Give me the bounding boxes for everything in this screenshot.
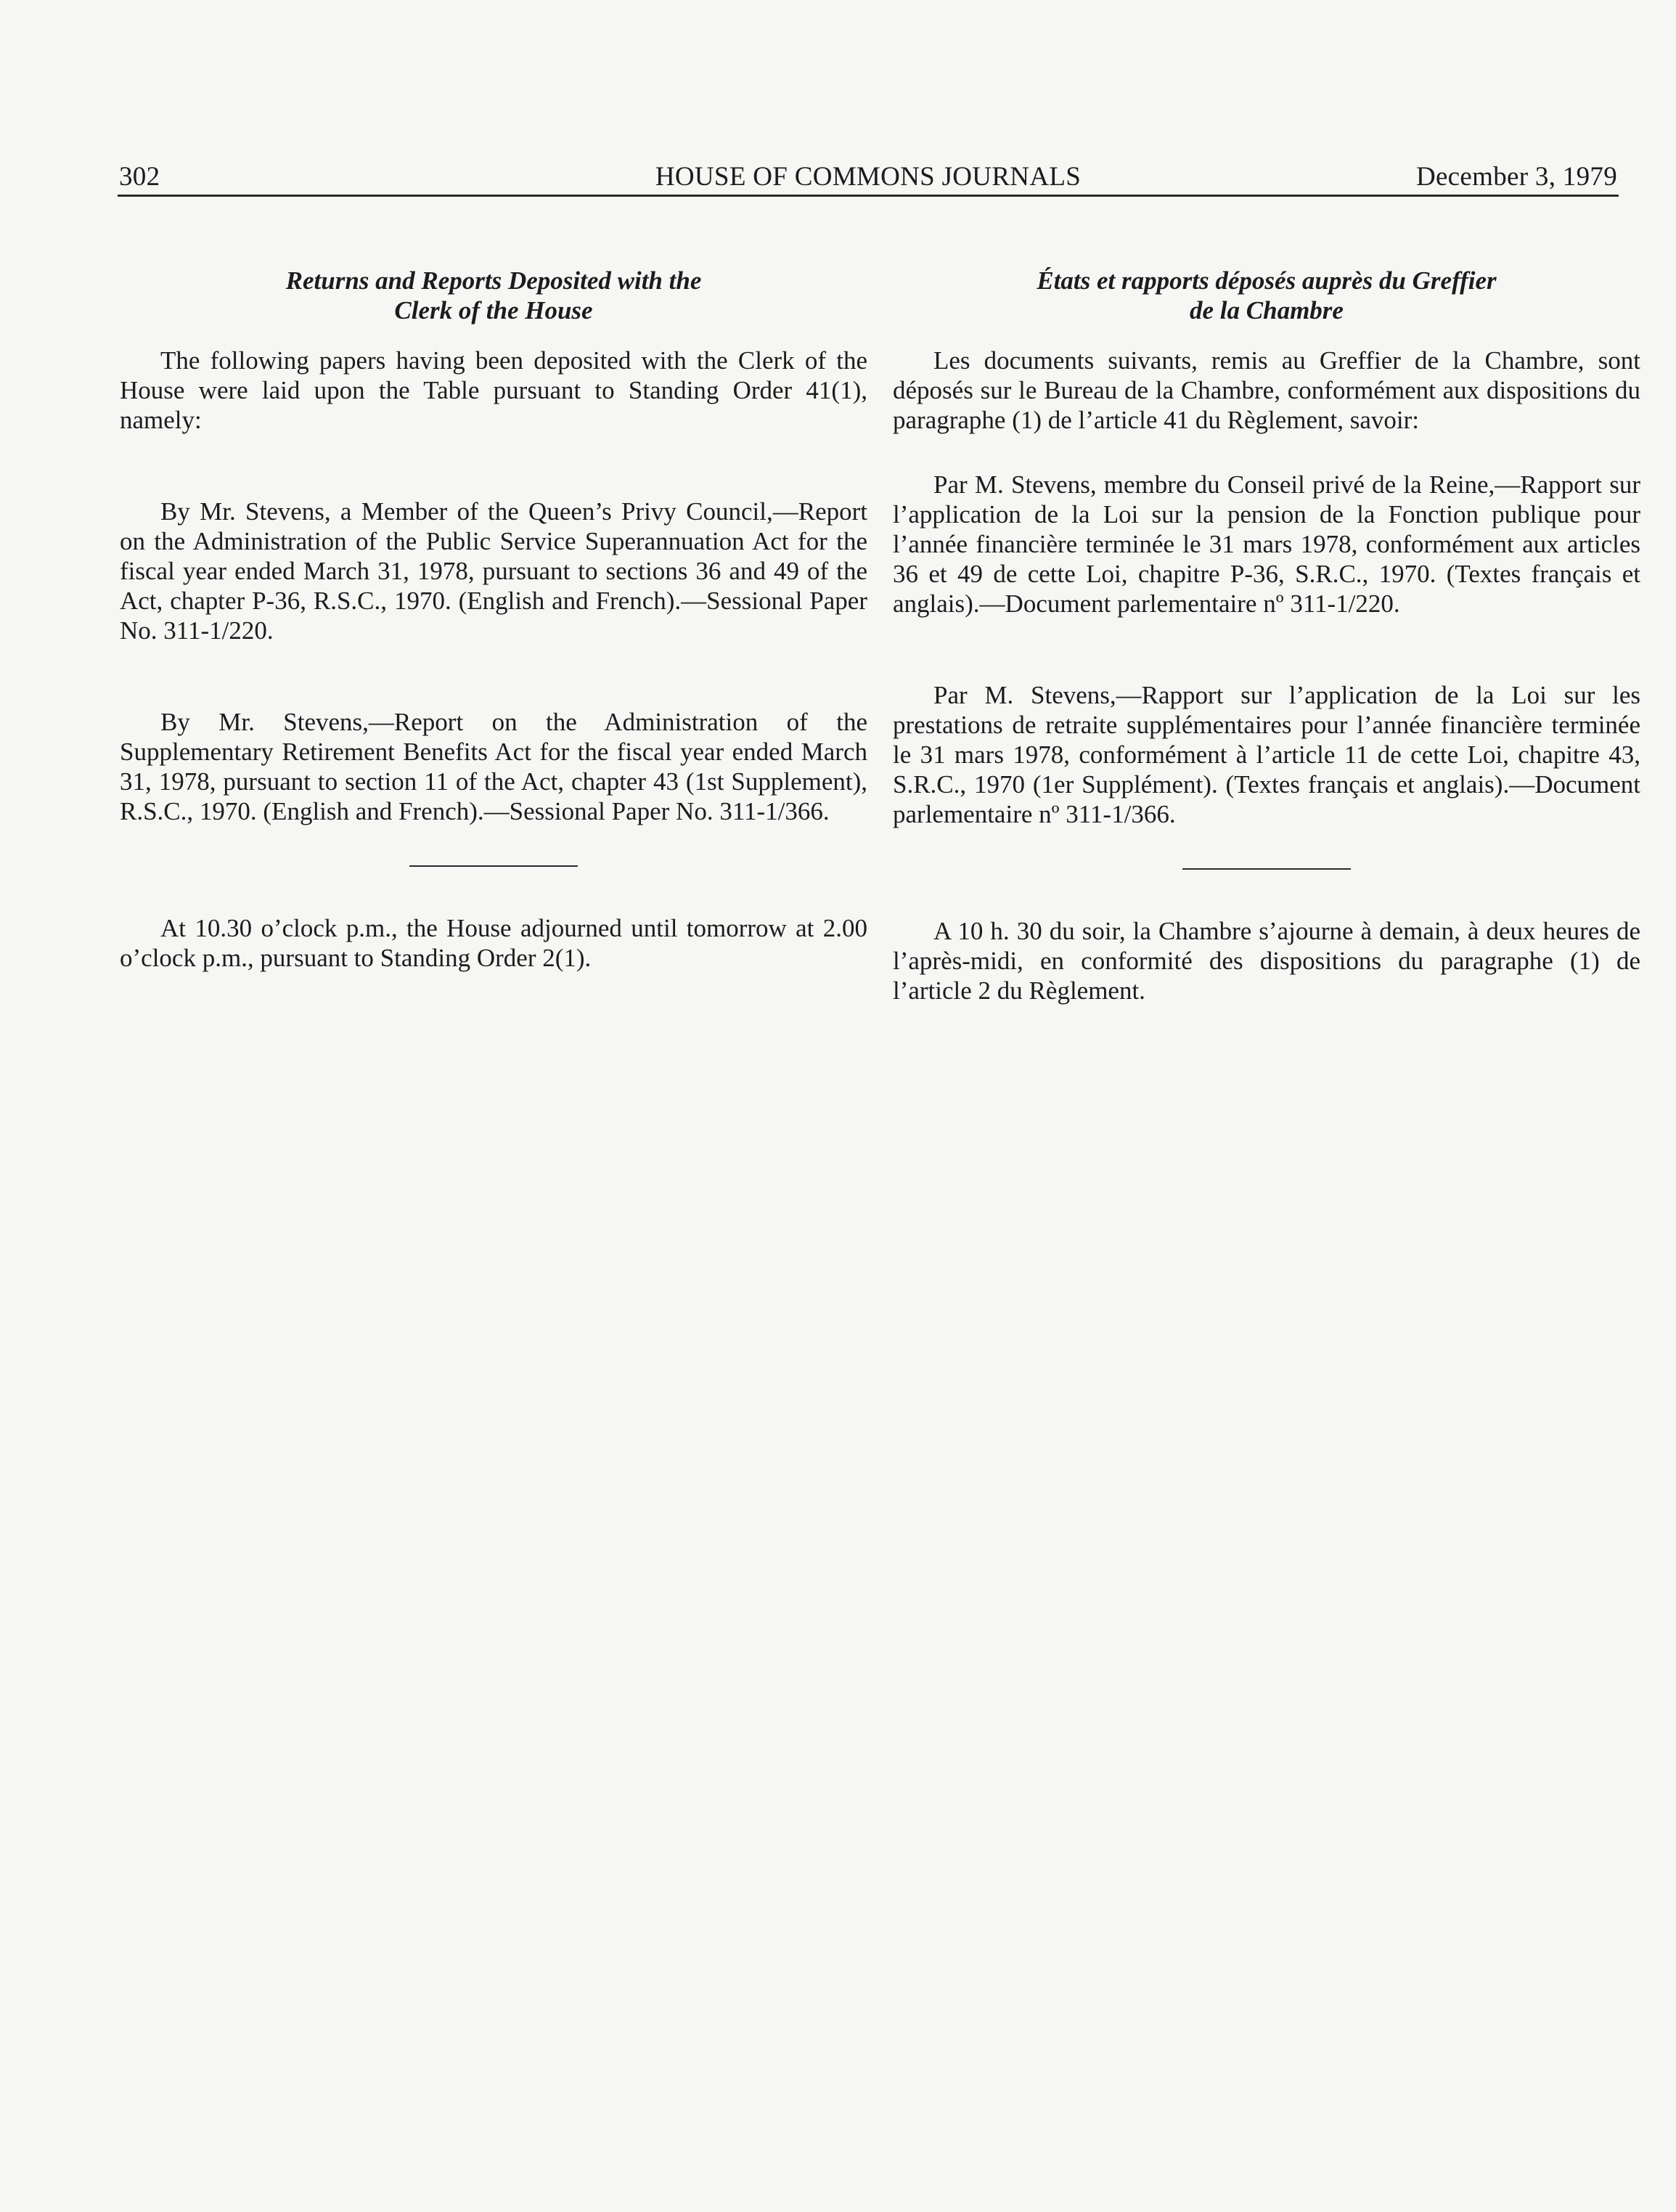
french-column: [893, 266, 1640, 1005]
french-heading-line2: de la Chambre: [1190, 296, 1344, 325]
running-title: HOUSE OF COMMONS JOURNALS: [655, 162, 1082, 192]
french-heading-line1: États et rapports déposés auprès du Greffier: [1037, 266, 1497, 295]
french-item-2: Par M. Stevens,—Rapport sur l’application de la Loi sur les prestations de retraite supplémentaires pour l’année financière terminée le 31 mars 1978, conformément à l’article 11 de cette Loi, chapitre 43, S.R.C., 1970 (1er Supplément). (Textes français et anglais).—Document parlementaire nº 311-1/366.: [893, 681, 1640, 828]
english-heading-line2: Clerk of the House: [394, 296, 593, 325]
english-heading-line1: Returns and Reports Deposited with the: [285, 266, 702, 295]
french-item-1: Par M. Stevens, membre du Conseil privé de la Reine,—Rapport sur l’application de la Loi sur la pension de la Fonction publique pour l’année financière terminée le 31 mars 1978, conformément aux articles 36 et 49 de cette Loi, chapitre P-36, S.R.C., 1970. (Textes français et anglais).—Document parlementaire nº 311-1/220.: [893, 470, 1640, 618]
english-intro-paragraph: The following papers having been deposited with the Clerk of the House were laid upon the Table pursuant to Standing Order 41(1), namely:: [120, 346, 867, 434]
english-column: [120, 266, 867, 973]
english-section-heading: [120, 266, 867, 325]
french-section-divider: [1182, 868, 1351, 870]
english-adjournment-paragraph: At 10.30 o’clock p.m., the House adjourned until tomorrow at 2.00 o’clock p.m., pursuant to Standing Order 2(1).: [120, 914, 867, 972]
page-number: 302: [119, 162, 160, 192]
english-section-divider: [409, 865, 578, 867]
header-rule: [118, 195, 1619, 197]
french-intro-paragraph: Les documents suivants, remis au Greffier de la Chambre, sont déposés sur le Bureau de la Chambre, conformément aux dispositions du paragraphe (1) de l’article 41 du Règlement, savoir:: [893, 346, 1640, 434]
french-adjournment-paragraph: A 10 h. 30 du soir, la Chambre s’ajourne à demain, à deux heures de l’après-midi, en conformité des dispositions du paragraphe (1) de l’article 2 du Règlement.: [893, 917, 1640, 1005]
french-section-heading: [893, 266, 1640, 325]
english-item-2: By Mr. Stevens,—Report on the Administration of the Supplementary Retirement Benefits Act for the fiscal year ended March 31, 1978, pursuant to section 11 of the Act, chapter 43 (1st Supplement), R.S.C., 1970. (English and French).—Sessional Paper No. 311-1/366.: [120, 708, 867, 825]
header-date: December 3, 1979: [1415, 162, 1617, 192]
english-item-1: By Mr. Stevens, a Member of the Queen’s Privy Council,—Report on the Administration of the Public Service Superannuation Act for the fiscal year ended March 31, 1978, pursuant to sections 36 and 49 of the Act, chapter P-36, R.S.C., 1970. (English and French).—Sessional Paper No. 311-1/220.: [120, 497, 867, 645]
page-header: [119, 157, 1617, 197]
